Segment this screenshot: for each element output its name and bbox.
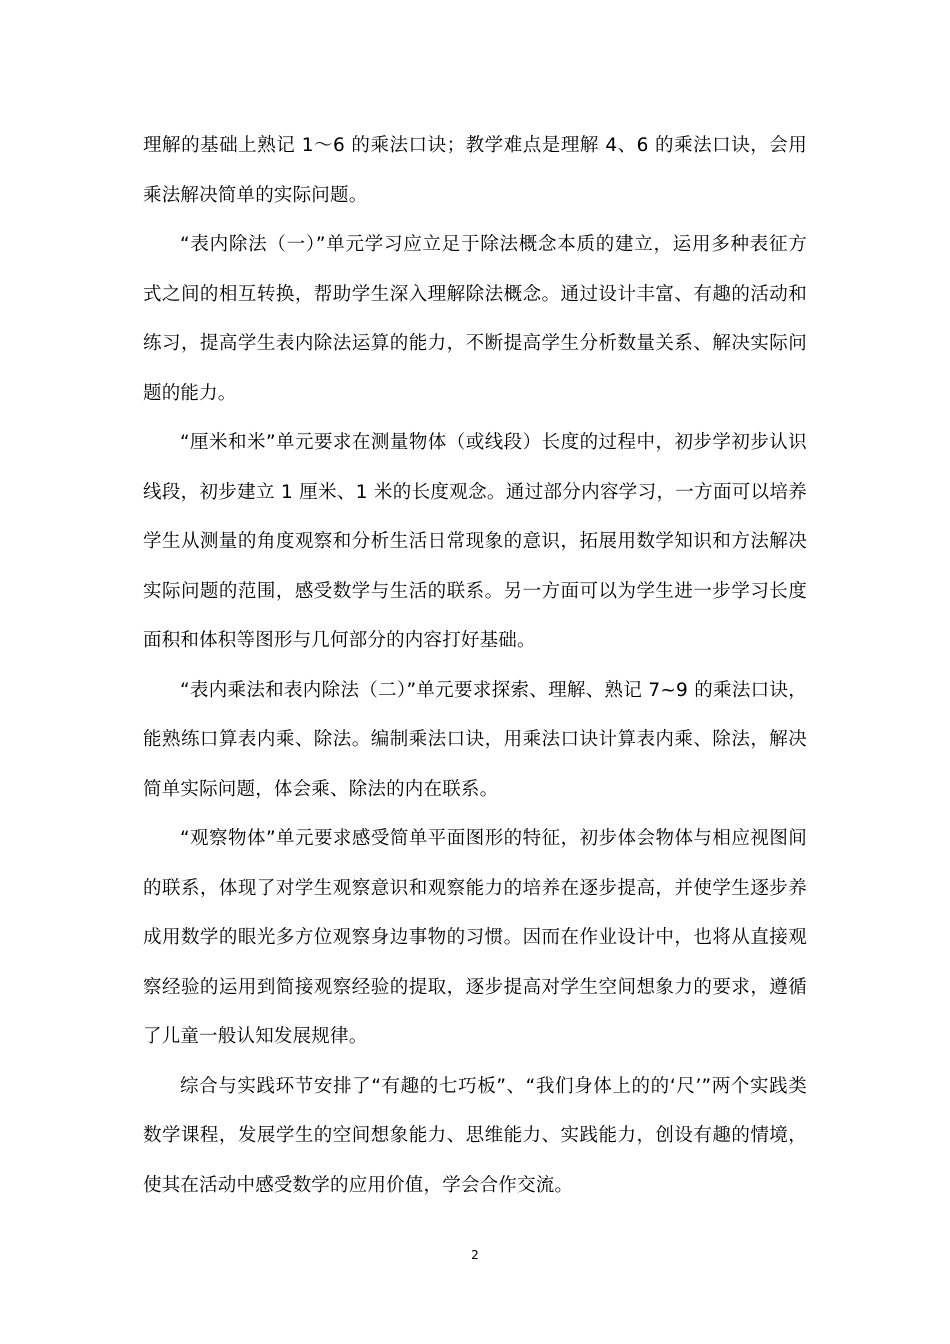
paragraph-6: 综合与实践环节安排了“有趣的七巧板”、“我们身体上的的‘尺’”两个实践类数学课程，发展学生的空间想象能力、思维能力、实践能力，创设有趣的情境，使其在活动中感受数学的应用价值，学会合作交流。 [143, 1075, 807, 1196]
paragraph-5: “观察物体”单元要求感受简单平面图形的特征，初步体会物体与相应视图间的联系，体现了对学生观察意识和观察能力的培养在逐步提高，并使学生逐步养成用数学的眼光多方位观察身边事物的习惯。因而在作业设计中，也将从直接观察经验的运用到简接观察经验的提取，逐步提高对学生空间想象力的要求，遵循了儿童一般认知发展规律。 [143, 828, 807, 1047]
paragraph-1: 理解的基础上熟记 1～6 的乘法口诀；教学难点是理解 4、6 的乘法口诀，会用乘法解决简单的实际问题。 [143, 135, 807, 206]
paragraph-4: “表内乘法和表内除法（二）”单元要求探索、理解、熟记 7~9 的乘法口诀，能熟练口算表内乘、除法。编制乘法口诀，用乘法口诀计算表内乘、除法，解决简单实际问题，体会乘、除法的内在联系。 [143, 679, 807, 800]
document-body [143, 121, 807, 1210]
paragraph-2: “表内除法（一）”单元学习应立足于除法概念本质的建立，运用多种表征方式之间的相互转换，帮助学生深入理解除法概念。通过设计丰富、有趣的活动和练习，提高学生表内除法运算的能力，不断提高学生分析数量关系、解决实际问题的能力。 [143, 234, 807, 404]
paragraph-3: “厘米和米”单元要求在测量物体（或线段）长度的过程中，初步学初步认识线段，初步建立 1 厘米、1 米的长度观念。通过部分内容学习，一方面可以培养学生从测量的角度观察和分析生活日常现象的意识，拓展用数学知识和方法解决实际问题的范围，感受数学与生活的联系。另一方面可以为学生进一步学习长度面积和体积等图形与几何部分的内容打好基础。 [143, 432, 807, 651]
page-number: 2 [471, 1248, 479, 1262]
